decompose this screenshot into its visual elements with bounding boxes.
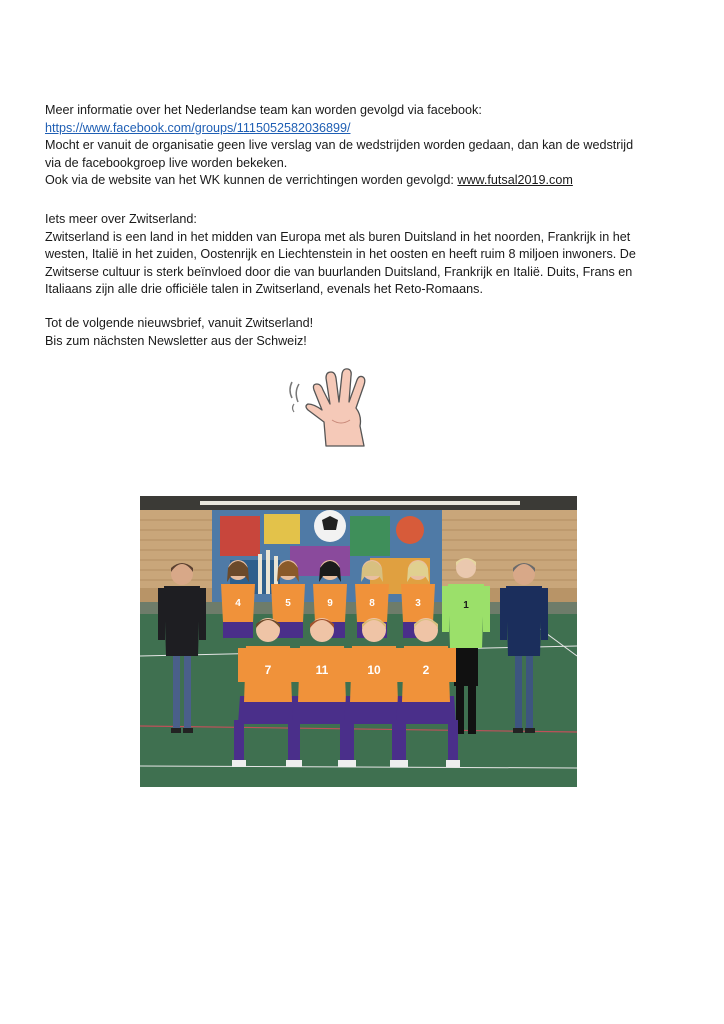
jersey-number: 5 bbox=[285, 598, 291, 609]
facebook-info-section bbox=[45, 102, 685, 190]
jersey-number: 1 bbox=[463, 600, 469, 611]
jersey-number: 10 bbox=[367, 663, 381, 677]
closing-line-german: Bis zum nächsten Newsletter aus der Schweiz! bbox=[45, 333, 307, 348]
waving-hand-icon bbox=[286, 360, 386, 452]
closing-line-dutch: Tot de volgende nieuwsbrief, vanuit Zwitserland! bbox=[45, 316, 314, 330]
switzerland-line: Italiaans zijn alle drie officiële talen in Zwitserland, evenals het Reto-Romaans. bbox=[45, 282, 483, 296]
switzerland-line: Zwitserland is een land in het midden van Europa met als buren Duitsland in het noorden, Frankrijk in het bbox=[45, 229, 631, 244]
jersey-number: 8 bbox=[369, 598, 375, 609]
intro-line: via de facebookgroep live worden bekeken. bbox=[45, 155, 288, 170]
jersey-number: 2 bbox=[422, 663, 430, 677]
website-prefix: Ook via de website van het WK kunnen de verrichtingen worden gevolgd: bbox=[45, 173, 458, 187]
switzerland-line: Zwitserse cultuur is sterk beïnvloed door die van buurlanden Duitsland, Frankrijk en Italië. Duits, Frans en bbox=[45, 264, 633, 279]
intro-line-website bbox=[45, 172, 685, 190]
switzerland-section bbox=[45, 211, 685, 299]
jersey-number: 11 bbox=[315, 663, 329, 677]
jersey-number: 3 bbox=[415, 598, 421, 609]
team-photo bbox=[140, 496, 577, 787]
switzerland-line: westen, Italië in het zuiden, Oostenrijk en Liechtenstein in het oosten en heeft ruim 8 miljoen inwoners. De bbox=[45, 247, 636, 261]
jersey-number: 4 bbox=[235, 598, 241, 609]
jersey-number: 7 bbox=[264, 663, 272, 677]
facebook-group-link[interactable]: https://www.facebook.com/groups/1115052582036899/ bbox=[45, 120, 351, 135]
jersey-number: 9 bbox=[327, 598, 333, 609]
closing-section bbox=[45, 315, 685, 350]
website-link[interactable]: www.futsal2019.com bbox=[457, 173, 573, 187]
intro-line: Mocht er vanuit de organisatie geen live verslag van de wedstrijden worden gedaan, dan kan de wedstrijd bbox=[45, 138, 634, 152]
intro-line: Meer informatie over het Nederlandse team kan worden gevolgd via facebook: bbox=[45, 103, 482, 117]
section-heading: Iets meer over Zwitserland: bbox=[45, 212, 197, 226]
